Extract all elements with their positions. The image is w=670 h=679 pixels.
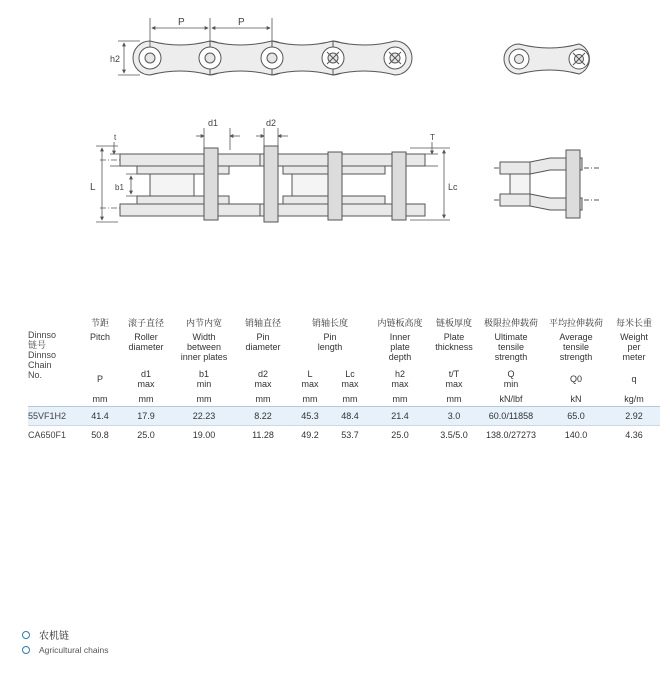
- value-cell: 17.9: [120, 407, 172, 426]
- end-plan-view: [494, 150, 600, 218]
- dim-T: T: [430, 133, 435, 142]
- col-en-average: Average tensile strength: [559, 332, 593, 362]
- col-sym-roller: d1 max: [137, 369, 155, 389]
- value-cell: 11.28: [252, 430, 274, 440]
- value-cell: 4.36: [625, 430, 643, 440]
- value-cell: 19.00: [192, 430, 216, 440]
- col-zh-weight: 每米长重: [615, 318, 652, 328]
- chain-spec-table: [28, 312, 660, 444]
- end-link-view: [504, 44, 589, 74]
- value-cell: 21.4: [370, 407, 430, 426]
- col-en-thickness: Plate thickness: [435, 332, 473, 352]
- col-en-pin-length: Pin length: [317, 332, 343, 352]
- category-title-en: Agricultural chains: [39, 644, 109, 655]
- plan-view-plates: [120, 146, 425, 222]
- category-footer: [22, 627, 108, 657]
- col-en-ultimate: Ultimate tensile strength: [494, 332, 528, 362]
- value-cell: 41.4: [80, 407, 120, 426]
- unit-weight: kg/m: [608, 392, 660, 407]
- dim-L: L: [90, 182, 96, 193]
- col-sym-ultimate: Q min: [503, 369, 519, 389]
- col-sym-thickness: t/T max: [445, 369, 463, 389]
- unit-average: kN: [544, 392, 608, 407]
- chain-no-cell: CA650F1: [28, 430, 67, 440]
- value-cell: 53.7: [341, 430, 359, 440]
- col-en-pin-dia: Pin diameter: [245, 332, 281, 352]
- col-zh-average: 平均拉伸载荷: [548, 318, 603, 328]
- col-zh-pin-length: 销轴长度: [311, 318, 348, 328]
- dim-Lc: Lc: [448, 182, 458, 192]
- dim-h2: h2: [110, 54, 121, 64]
- table-row: [28, 407, 660, 426]
- chain-no-header: [28, 312, 80, 392]
- col-sym-average: Q0: [569, 374, 582, 384]
- col-en-width: Width between inner plates: [180, 332, 228, 362]
- chain-technical-drawing: [0, 0, 670, 300]
- footer-zh-line: [22, 627, 108, 642]
- col-sym-width: b1 min: [196, 369, 212, 389]
- col-en-pitch: Pitch: [89, 332, 110, 342]
- value-cell: 8.22: [236, 407, 290, 426]
- col-zh-inner-plate: 内链板高度: [377, 318, 423, 328]
- dim-p1: P: [178, 17, 185, 28]
- category-title-zh: 农机链: [39, 631, 69, 642]
- table-row: [28, 426, 660, 445]
- col-sym-inner-plate: h2 max: [391, 369, 409, 389]
- col-zh-pitch: 节距: [90, 318, 109, 328]
- chain-label: Chain: [28, 360, 52, 370]
- value-cell: 140.0: [564, 430, 588, 440]
- value-cell: 48.4: [330, 407, 370, 426]
- chain-no-cell: 55VF1H2: [28, 407, 80, 426]
- ring-bullet-icon: [22, 646, 30, 654]
- unit-pitch: mm: [80, 392, 120, 407]
- dim-d2: d2: [266, 118, 277, 128]
- col-zh-roller: 滚子直径: [127, 318, 164, 328]
- col-sym-weight: q: [631, 374, 637, 384]
- value-cell: 25.0: [137, 430, 155, 440]
- col-sym-pitch: P: [96, 374, 103, 384]
- dim-t: t: [114, 133, 117, 142]
- unit-L: mm: [290, 392, 330, 407]
- col-en-roller: Roller diameter: [128, 332, 164, 352]
- unit-roller: mm: [120, 392, 172, 407]
- col-sym-pin-dia: d2 max: [254, 369, 272, 389]
- unit-width: mm: [172, 392, 236, 407]
- unit-ultimate: kN/lbf: [478, 392, 544, 407]
- col-sym-Lc: Lc max: [341, 369, 359, 389]
- dim-b1: b1: [115, 183, 124, 192]
- col-zh-pin-dia: 销轴直径: [244, 318, 281, 328]
- value-cell: 49.2: [301, 430, 319, 440]
- dinnso-label-1: Dinnso: [28, 330, 57, 340]
- value-cell: 138.0/27273: [485, 430, 537, 440]
- col-zh-thickness: 链板厚度: [435, 318, 472, 328]
- value-cell: 25.0: [391, 430, 409, 440]
- value-cell: 50.8: [91, 430, 109, 440]
- value-cell: 60.0/11858: [478, 407, 544, 426]
- unit-pin-dia: mm: [236, 392, 290, 407]
- chain-no-zh: 链号: [28, 340, 47, 350]
- value-cell: 65.0: [544, 407, 608, 426]
- col-zh-width: 内节内宽: [185, 318, 222, 328]
- value-cell: 2.92: [608, 407, 660, 426]
- ring-bullet-icon: [22, 631, 30, 639]
- dim-p2: P: [238, 17, 245, 28]
- value-cell: 3.0: [430, 407, 478, 426]
- value-cell: 22.23: [172, 407, 236, 426]
- footer-en-line: [22, 642, 108, 657]
- unit-blank: [28, 392, 80, 407]
- value-cell: 45.3: [290, 407, 330, 426]
- dim-d1: d1: [208, 118, 219, 128]
- unit-inner-plate: mm: [370, 392, 430, 407]
- col-zh-ultimate: 极限拉伸载荷: [483, 318, 538, 328]
- col-en-inner-plate: Inner plate depth: [388, 332, 412, 362]
- unit-Lc: mm: [330, 392, 370, 407]
- col-sym-L: L max: [301, 369, 319, 389]
- unit-thickness: mm: [430, 392, 478, 407]
- dinnso-label-2: Dinnso: [28, 350, 57, 360]
- col-en-weight: Weight per meter: [620, 332, 648, 362]
- value-cell: 3.5/5.0: [440, 430, 468, 440]
- no-label: No.: [28, 370, 43, 380]
